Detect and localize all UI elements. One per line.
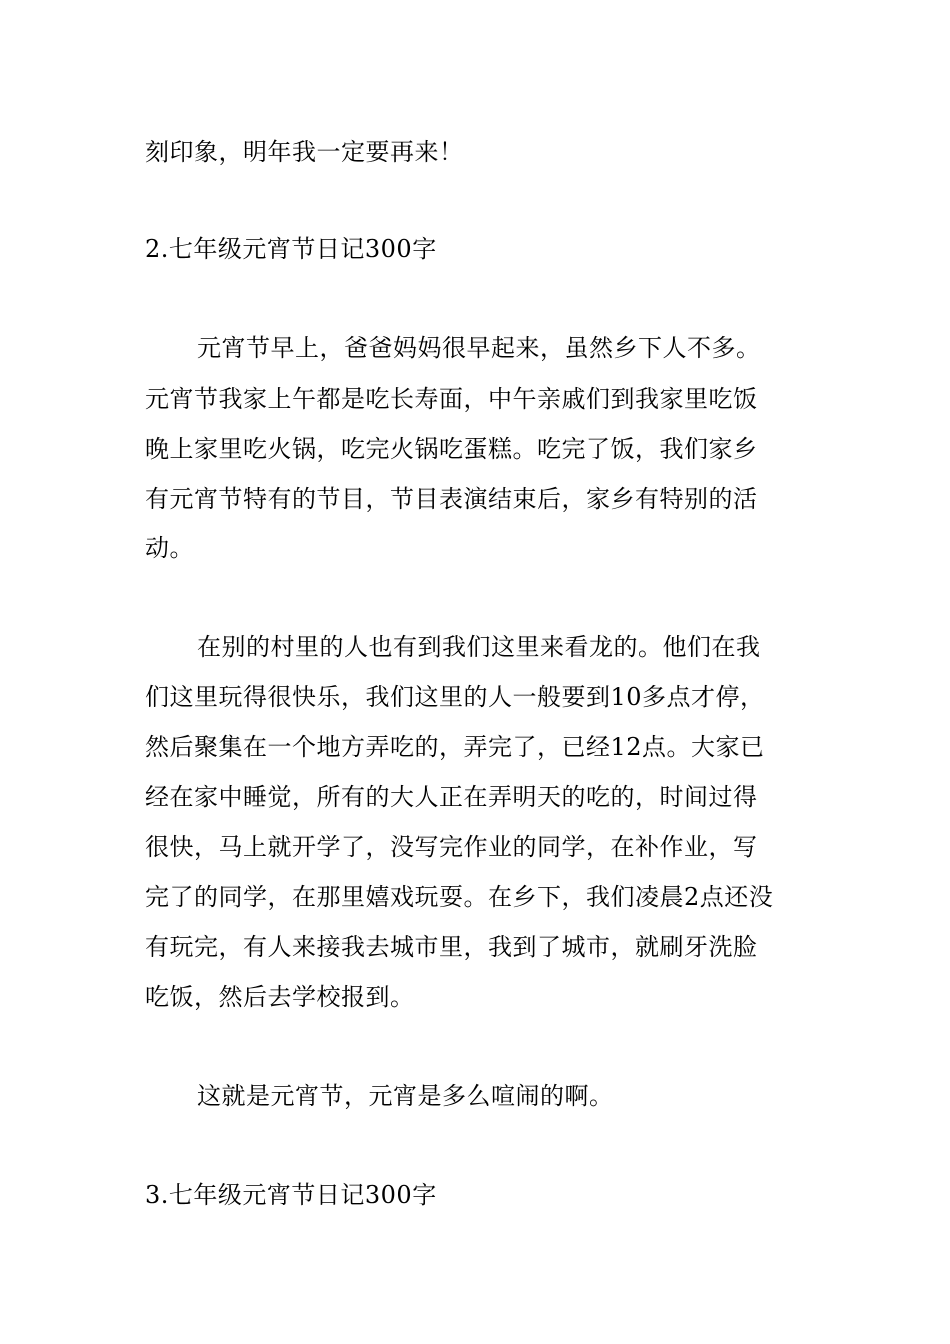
paragraph-line: 元宵节我家上午都是吃长寿面，中午亲戚们到我家里吃饭 <box>145 385 758 413</box>
paragraph-line: 元宵节早上，爸爸妈妈很早起来，虽然乡下人不多。 <box>197 334 761 362</box>
section-heading: 3.七年级元宵节日记300字 <box>145 1181 437 1209</box>
paragraph-line: 经在家中睡觉，所有的大人正在弄明天的吃的，时间过得 <box>145 783 758 811</box>
paragraph-line: 这就是元宵节，元宵是多么喧闹的啊。 <box>197 1082 614 1110</box>
paragraph-line: 晚上家里吃火锅，吃完火锅吃蛋糕。吃完了饭，我们家乡 <box>145 435 758 463</box>
paragraph-line: 有玩完，有人来接我去城市里，我到了城市，就刷牙洗脸 <box>145 933 758 961</box>
paragraph-line: 吃饭，然后去学校报到。 <box>145 983 415 1011</box>
section-heading: 2.七年级元宵节日记300字 <box>145 235 437 263</box>
paragraph-line: 有元宵节特有的节目，节目表演结束后，家乡有特别的活 <box>145 485 758 513</box>
paragraph-line: 们这里玩得很快乐，我们这里的人一般要到10多点才停， <box>145 683 765 711</box>
paragraph-line: 然后聚集在一个地方弄吃的，弄完了，已经12点。大家已 <box>145 733 765 761</box>
paragraph-line: 在别的村里的人也有到我们这里来看龙的。他们在我 <box>197 633 761 661</box>
paragraph-line: 完了的同学，在那里嬉戏玩耍。在乡下，我们凌晨2点还没 <box>145 883 774 911</box>
paragraph-line: 很快，马上就开学了，没写完作业的同学，在补作业，写 <box>145 833 758 861</box>
text-line: 刻印象，明年我一定要再来！ <box>145 138 464 166</box>
paragraph-line: 动。 <box>145 534 194 562</box>
